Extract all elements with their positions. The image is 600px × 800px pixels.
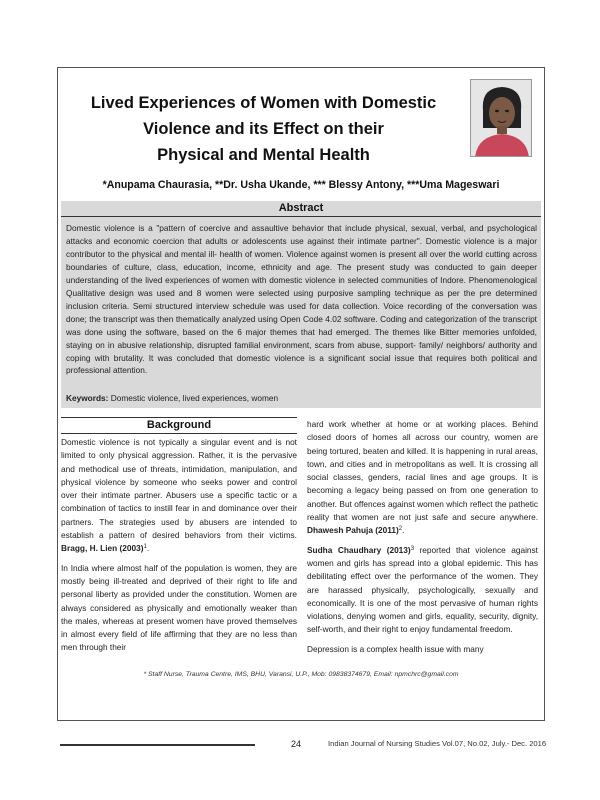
author-portrait-icon: [471, 80, 532, 157]
citation: Sudha Chaudhary (2013): [307, 544, 411, 555]
footer-rule: [60, 744, 255, 746]
reference-number: 1: [143, 544, 147, 551]
right-column: [307, 418, 538, 656]
keywords-text: Domestic violence, lived experiences, women: [110, 393, 279, 403]
paragraph: Depression is a complex health issue with many: [307, 643, 484, 654]
citation: Dhawesh Pahuja (2011): [307, 525, 399, 536]
abstract-text: Domestic violence is a "pattern of coercive and assaultive behavior that include physical, sexual, verbal, and psychological attacks and economic coercion that adults or adolescents use against their intimate partner". Domestic violence is a major contributor to the physical and mental ill- health of women. Violence against women is present all over the world cutting across boundaries of culture, class, education, income, ethnicity and age. The present study was conducted to gain deeper understanding of the lived experiences of women with domestic violence in selected communities of Indore. Phenomenological Qualitative design was used and 8 women were selected using purposive sampling technique as per the pre determined inclusion criteria. Semi structured interview schedule was used for data collection. Voice recording of the conversation was done; the transcript was then thematically analyzed using Open Code 4.02 software. Coding and categorization of the transcript was done using the software, based on the 6 major themes that had emerged. The themes like Bitter memories unfolded, staying on in abusive relationship, disrupted familial environment, scars from abuse, support- family/ neighbors/ authority and coping with brutality. It was concluded that domestic violence is a significant social issue that requires both political and professional attention.: [66, 223, 537, 376]
abstract-heading: Abstract: [278, 202, 324, 214]
paragraph: hard work whether at home or at working places. Behind closed doors of homes all across our country, women are being tortured, beaten and killed. It is happening in rural areas, town, and cities and in metropolitans as well. It is crossing all social classes, genders, racial lines and age groups. It is becoming a legacy being passed on from one generation to another. But offences against women which reflect the pathetic reality that women are not just safe and secure anywhere. Dhawesh Pahuja $(2011)^2$.: [307, 419, 538, 536]
paragraph-text: reported that violence against women and girls has spread into a global epidemic. This has debilitating effect over the performance of the women. They are harassed physically, psychologically, sexually and economically. It is one of the most pervasive of human rights violations, denying women and girls, equality, security, dignity, self-worth, and their right to enjoy fundamental freedom.: [307, 544, 538, 635]
page-number: 24: [290, 739, 301, 749]
author-photo: [470, 79, 532, 157]
keywords-label: Keywords:: [66, 393, 109, 403]
article-title: [76, 90, 451, 168]
background-heading: Background: [146, 419, 212, 431]
citation: Bragg, H. Lien (2003): [61, 543, 144, 554]
abstract-divider: [61, 216, 541, 217]
reference-number: 3: [410, 545, 415, 552]
author-list: *Anupama Chaurasia, **Dr. Usha Ukande, *** Blessy Antony, ***Uma Mageswari: [102, 179, 500, 191]
paragraph: Domestic violence is not typically a singular event and is not limited to only physical aggression. Rather, it is the pervasive and methodical use of threats, intimidation, manipulation, and physical violence by someone who seeks power and control over their intimate partner. Abusers use a specific tactic or a combination of tactics to instill fear in and dominance over their partners. The strategies used by abusers are intended to establish a pattern of desired behaviors from their victims. Bragg, H. Lien $(2003)^1$.: [61, 437, 297, 554]
paragraph: [307, 544, 538, 637]
paragraph: In India where almost half of the population is women, they are mostly being ill-treated and deprived of their right to life and personal liberty as provided under the constitution. Women are always considered as physically and emotionally weaker than the males, whereas at present women have proved themselves in almost every field of life affirming that they are no less than men through their: [61, 562, 297, 653]
paragraph-text: hard work whether at home or at working places. Behind closed doors of homes all across our country, women are being tortured, beaten and killed. It is happening in rural areas, town, and cities and in metropolitans as well. It is crossing all social classes, genders, racial lines and age groups. It is becoming a legacy being passed on from one generation to another. But offences against women which reflect the pathetic reality that women are not just safe and secure anywhere.: [307, 419, 538, 523]
title-line-3: Physical and Mental Health: [157, 146, 370, 164]
paragraph-text: Domestic violence is not typically a singular event and is not limited to only physical aggression. Rather, it is the pervasive and methodical use of threats, intimidation, manipulation, and physical violence by someone who seeks power and control over their intimate partner. Abusers use a specific tactic or a combination of tactics to instill fear in and dominance over their partners. The strategies used by abusers are intended to establish a pattern of desired behaviors from their victims.: [61, 437, 297, 541]
journal-citation: Indian Journal of Nursing Studies Vol.07, No.02, July.- Dec. 2016: [328, 739, 547, 748]
reference-number: 2: [398, 526, 403, 533]
author-footnote: * Staff Nurse, Trauma Centre, IMS, BHU, Varansi, U.P., Mob: 09838374679, Email: npmchrc@gmail.com: [143, 671, 459, 678]
left-column: [61, 436, 297, 655]
title-line-2: Violence and its Effect on their: [143, 120, 384, 138]
keywords: [66, 392, 537, 404]
title-line-1: Lived Experiences of Women with Domestic: [90, 94, 437, 112]
